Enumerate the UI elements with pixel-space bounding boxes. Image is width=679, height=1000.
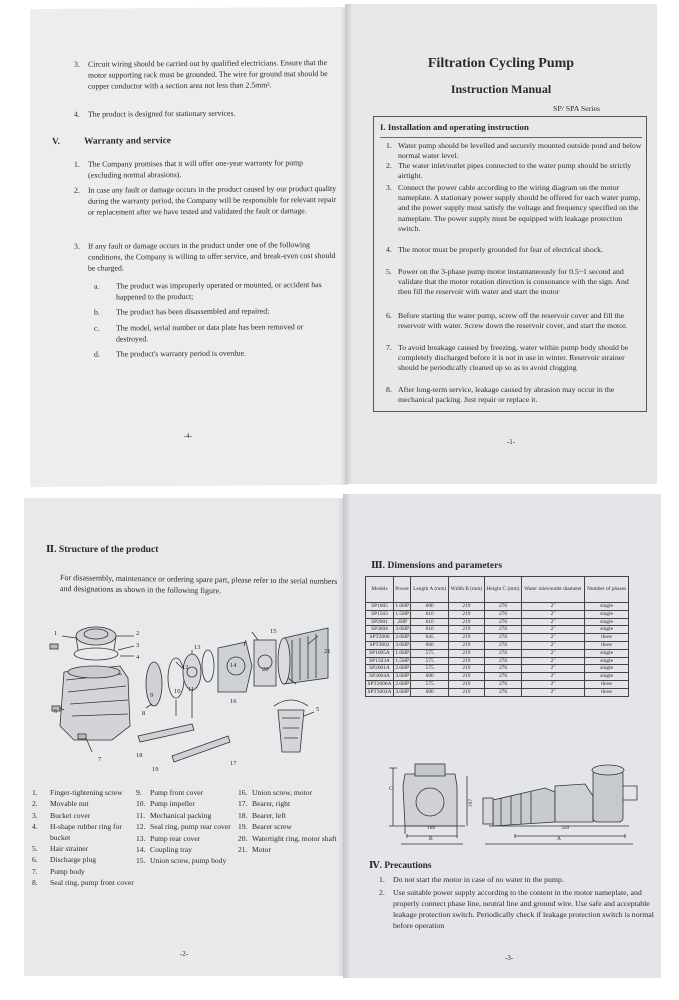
- item-number: 4.: [386, 245, 392, 254]
- table-row: [366, 649, 629, 657]
- part-item: 1. Finger-tightening screw: [32, 788, 123, 797]
- part-item: 17. Bearer, right: [238, 799, 291, 809]
- table-cell: 660: [411, 641, 449, 649]
- table-cell: 276: [484, 657, 521, 665]
- part-item: 16. Union screw, motor: [238, 788, 313, 797]
- callout-label: 21: [324, 648, 331, 655]
- table-cell: single: [585, 626, 629, 634]
- table-cell: 276: [484, 649, 521, 657]
- manual-page-2: [24, 498, 346, 976]
- list-item: [386, 267, 642, 298]
- item-number: 2.: [386, 161, 392, 170]
- dimensions-table: [365, 576, 629, 697]
- page-fold-shadow: [343, 494, 351, 978]
- part-item: 11. Mechanical packing: [136, 810, 212, 820]
- table-body: [366, 603, 629, 697]
- table-cell: 276: [484, 618, 521, 626]
- list-item: [386, 311, 642, 331]
- table-cell: 276: [484, 610, 521, 618]
- list-item: [74, 107, 338, 120]
- page-number: -1-: [506, 438, 516, 446]
- callout-label: 15: [270, 628, 277, 635]
- parts-list-column-2: [136, 788, 240, 868]
- table-cell: 219: [449, 657, 485, 665]
- table-cell: 610: [411, 618, 449, 626]
- item-number: 3.: [74, 59, 80, 69]
- list-item: [74, 57, 338, 92]
- table-cell: 276: [484, 641, 521, 649]
- item-letter: b.: [94, 307, 100, 317]
- table-cell: 276: [484, 665, 521, 673]
- item-text: Water pump should be levelled and securely mounted outside pond and below normal water level.: [398, 141, 642, 161]
- page-number: -2-: [179, 950, 189, 958]
- table-cell: 276: [484, 626, 521, 634]
- table-row: [366, 673, 629, 681]
- table-cell: 575: [411, 680, 449, 688]
- table-cell: 219: [449, 626, 485, 634]
- list-item: [386, 141, 642, 161]
- table-cell: single: [585, 618, 629, 626]
- table-cell: SP3004: [366, 626, 394, 634]
- table-cell: 2.0HP: [395, 634, 409, 641]
- section-number: V.: [52, 136, 60, 147]
- table-cell: 276: [484, 634, 521, 642]
- item-text: Circuit wiring should be carried out by qualified electricians. Ensure that the motor supporting rack must be grounded. The wire for ground mat should be copper conductor with a section area not less than 2.5mm².: [88, 58, 328, 91]
- table-cell: 2": [522, 626, 585, 634]
- item-text: The Company promises that it will offer one-year warranty for pump (excluding normal abrasions).: [88, 158, 304, 180]
- item-text: Before starting the water pump, screw off the reservoir cover and fill the reservoir with water. Screw down the reservoir cover, and start the motor.: [398, 311, 628, 331]
- parts-list-column-3: [238, 788, 338, 856]
- list-item: [386, 245, 642, 255]
- table-row: [366, 680, 629, 688]
- list-item: [386, 161, 642, 181]
- section-title: Ⅱ. Structure of the product: [46, 544, 159, 555]
- table-cell: 3.0HP: [395, 673, 409, 680]
- table-cell: 2": [522, 610, 585, 618]
- item-text: The model, serial number or data plate has been removed or destroyed.: [116, 322, 304, 344]
- table-cell: 276: [484, 603, 521, 611]
- item-number: 1.: [379, 875, 385, 884]
- table-cell: 3.0HP: [395, 688, 409, 695]
- page-number: -3-: [504, 954, 514, 962]
- list-item: [74, 239, 338, 274]
- table-cell: SP1503A: [366, 657, 394, 665]
- callout-label: 14: [230, 662, 237, 669]
- condition-item: [94, 305, 336, 318]
- item-text: The product's warranty period is overdue.: [116, 348, 247, 359]
- table-cell: 219: [449, 610, 485, 618]
- item-text: Power on the 3-phase pump motor instantaneously for 0.5~1 second and validate that the motor rotation direction is consonance with the sign. And then fill the reservoir with water and start the motor: [398, 267, 629, 297]
- item-letter: d.: [94, 349, 100, 359]
- table-cell: 219: [449, 603, 485, 611]
- table-row: [366, 618, 629, 626]
- table-cell: 219: [449, 665, 485, 673]
- condition-item: [94, 279, 336, 303]
- table-row: [366, 688, 629, 696]
- table-cell: SP2001A: [366, 665, 394, 673]
- callout-label: 2: [136, 630, 140, 637]
- part-item: 3. Bucket cover: [32, 810, 91, 820]
- table-cell: 219: [449, 641, 485, 649]
- item-text: Connect the power cable according to the wiring diagram on the motor nameplate. A stationary power supply should be offered for each water pump, and the power supply must satisfy the voltage and frequency specified on the nameplate. The power supply must be equipped with leakage protection switch.: [398, 183, 641, 233]
- table-cell: 2.0HP: [395, 665, 409, 672]
- table-cell: three: [585, 680, 629, 688]
- manual-page-1: [345, 4, 657, 484]
- table-cell: SP1503: [366, 610, 394, 618]
- item-text: Do not start the motor in case of no water in the pump.: [393, 875, 564, 884]
- divider: [380, 137, 642, 138]
- installation-box: [373, 116, 647, 412]
- table-cell: 276: [484, 680, 521, 688]
- table-cell: 2": [522, 665, 585, 673]
- table-cell: 2": [522, 649, 585, 657]
- table-cell: single: [585, 603, 629, 611]
- table-cell: 2": [522, 641, 585, 649]
- table-cell: 610: [411, 610, 449, 618]
- table-cell: three: [585, 634, 629, 642]
- callout-label: 8: [142, 710, 146, 717]
- callout-label: 17: [230, 760, 237, 767]
- item-letter: a.: [94, 281, 100, 291]
- callout-label: 1: [54, 630, 58, 637]
- part-item: 21. Motor: [238, 845, 271, 855]
- parts-list-column-1: [32, 788, 136, 890]
- part-item: 18. Bearer, left: [238, 810, 286, 820]
- table-cell: 1.0HP: [395, 603, 409, 609]
- table-cell: 2": [522, 673, 585, 681]
- table-cell: SPT2006: [366, 634, 394, 642]
- table-cell: 219: [449, 618, 485, 626]
- item-number: 3.: [386, 183, 392, 192]
- column-header: Power: [393, 577, 410, 603]
- part-item: 8. Seal ring, pump front cover: [32, 878, 134, 888]
- table-row: [366, 603, 629, 611]
- table-cell: SP1005: [366, 603, 394, 611]
- table-cell: single: [585, 610, 629, 618]
- table-cell: 2": [522, 657, 585, 665]
- part-item: 14. Coupling tray: [136, 845, 192, 855]
- table-cell: 2": [522, 618, 585, 626]
- list-item: [74, 183, 338, 218]
- part-item: 15. Union screw, pump body: [136, 856, 227, 866]
- table-cell: 575: [411, 657, 449, 665]
- dimension-label: 180: [427, 825, 436, 831]
- callout-label: 16: [230, 698, 237, 705]
- table-cell: single: [585, 665, 629, 673]
- list-item: [74, 157, 338, 181]
- table-cell: 219: [449, 680, 485, 688]
- section-title: Ⅳ. Precautions: [369, 861, 432, 871]
- item-letter: c.: [94, 323, 100, 333]
- table-cell: 2": [522, 603, 585, 611]
- item-number: 7.: [386, 343, 392, 352]
- section-title: Ⅲ. Dimensions and parameters: [371, 560, 503, 571]
- structure-intro: For disassembly, maintenance or ordering spare part, please refer to the serial numbers and designations as shown in the following figure.: [59, 573, 338, 596]
- part-item: 7. Pump body: [32, 866, 85, 876]
- column-header: Width B (mm): [449, 577, 485, 603]
- table-row: [366, 626, 629, 634]
- table-cell: 600: [411, 603, 449, 611]
- table-header-row: [366, 577, 629, 603]
- column-header: Models: [366, 577, 394, 603]
- item-text: The water inlet/outlet pipes connected to the water pump should be strictly airtight.: [398, 161, 632, 181]
- table-cell: three: [585, 641, 629, 649]
- table-cell: single: [585, 649, 629, 657]
- table-cell: 219: [449, 649, 485, 657]
- page-number: -4-: [183, 431, 193, 441]
- condition-item: [94, 321, 336, 345]
- pump-dimension-drawing: [385, 756, 647, 852]
- manual-subtitle: Instruction Manual: [450, 82, 552, 96]
- item-number: 1.: [74, 159, 80, 169]
- callout-label: 12: [182, 664, 189, 671]
- condition-item: [94, 347, 336, 360]
- item-number: 5.: [386, 267, 392, 276]
- column-header: Number of phases: [585, 577, 629, 603]
- dimension-label: B: [429, 836, 433, 842]
- part-item: 20. Watertight ring, motor shaft: [238, 833, 337, 843]
- table-cell: 600: [411, 688, 449, 696]
- item-text: The product has been disassembled and repaired;: [116, 306, 270, 317]
- table-cell: 2HP: [393, 618, 410, 626]
- table-row: [366, 641, 629, 649]
- manual-page-3: [343, 494, 661, 978]
- table-cell: 219: [449, 688, 485, 696]
- item-number: 8.: [386, 385, 392, 394]
- table-cell: 1.5HP: [395, 610, 409, 617]
- item-text: After long-term service, leakage caused by abrasion may occur in the mechanical packing. Just repair or replace it.: [398, 385, 615, 405]
- table-cell: SPT2006A: [366, 680, 394, 688]
- item-number: 2.: [379, 888, 385, 897]
- part-item: 2. Movable nut: [32, 799, 89, 809]
- item-number: 3.: [74, 241, 80, 251]
- item-text: In case any fault or damage occurs in the product caused by our product quality during the warranty period, the Company will be responsible for relevant repair or replacement after we have tested and validated the fault or damage.: [88, 183, 337, 217]
- table-cell: 2": [522, 688, 585, 696]
- table-cell: 276: [484, 673, 521, 681]
- table-cell: 2": [522, 634, 585, 642]
- dimension-label: A: [557, 836, 561, 842]
- callout-label: 18: [136, 752, 143, 759]
- part-item: 13. Pump rear cover: [136, 833, 201, 843]
- table-cell: single: [585, 657, 629, 665]
- table-cell: single: [585, 673, 629, 681]
- table-cell: 219: [449, 634, 485, 642]
- item-text: The product is designed for stationary services.: [88, 108, 236, 119]
- table-row: [366, 665, 629, 673]
- table-cell: 575: [411, 665, 449, 673]
- column-header: Height C (mm): [484, 577, 521, 603]
- part-item: 10. Pump impeller: [136, 799, 195, 809]
- item-text: The motor must be properly grounded for fear of electrical shock.: [398, 245, 604, 254]
- dimension-label: 197: [468, 798, 475, 808]
- callout-label: 10: [174, 688, 181, 695]
- table-cell: 219: [449, 673, 485, 681]
- part-item: 19. Bearer screw: [238, 822, 292, 832]
- callout-label: 7: [98, 756, 102, 763]
- table-row: [366, 610, 629, 618]
- table-cell: 276: [484, 688, 521, 696]
- item-number: 1.: [386, 141, 392, 150]
- table-cell: 2.0HP: [395, 680, 409, 687]
- table-cell: three: [585, 688, 629, 696]
- table-cell: 610: [411, 626, 449, 634]
- item-number: 6.: [386, 311, 392, 320]
- list-item: [386, 385, 642, 405]
- callout-label: 3: [136, 642, 140, 649]
- table-cell: 1.5HP: [395, 657, 409, 664]
- part-item: 9. Pump front cover: [136, 788, 204, 797]
- column-header: Water inlet/outlet diameter: [522, 577, 585, 603]
- table-cell: SP2001: [366, 618, 394, 626]
- item-text: The product was improperly operated or mounted, or accident has happened to the product;: [116, 280, 322, 302]
- callout-label: 11: [188, 686, 195, 693]
- part-item: 12. Seal ring, pump rear cover: [136, 822, 231, 832]
- callout-label: 20: [262, 666, 269, 673]
- list-item: [379, 887, 655, 931]
- list-item: [386, 183, 642, 234]
- part-item: 5. Hair strainer: [32, 844, 89, 854]
- table-row: [366, 634, 629, 642]
- table-cell: 3.0HP: [395, 641, 409, 648]
- callout-label: 19: [152, 766, 159, 773]
- column-header: Length A (mm): [411, 577, 449, 603]
- table-cell: SPT3002A: [366, 688, 394, 696]
- part-item: 4. H-shape rubber ring for bucket: [32, 822, 122, 842]
- table-cell: 575: [411, 649, 449, 657]
- table-cell: 645: [411, 634, 449, 642]
- item-number: 4.: [74, 109, 80, 119]
- callout-label: 5: [316, 706, 320, 713]
- list-item: [386, 343, 642, 374]
- section-title: Warranty and service: [84, 136, 171, 147]
- item-text: Use suitable power supply according to the content in the motor nameplate, and properly connect phase line, neutral line and ground wire. Use safe and acceptable leakage protection switch. Periodically check if leakage protection switch is normal before operation: [393, 888, 654, 930]
- dimension-label: 320: [561, 825, 570, 831]
- manual-title: Filtration Cycling Pump: [427, 56, 575, 71]
- page-fold-shadow: [345, 4, 353, 484]
- series-label: SP/ SPA Series: [553, 104, 600, 113]
- section-title: I. Installation and operating instruction: [380, 122, 529, 132]
- table-cell: 3.0HP: [395, 626, 409, 633]
- callout-label: 6: [54, 708, 58, 715]
- item-text: If any fault or damage occurs in the product under one of the following conditions, the Company is willing to offer service, and break-even cost should be charged.: [88, 240, 336, 273]
- table-cell: SPT3002: [366, 641, 394, 649]
- table-cell: SP3004A: [366, 673, 394, 681]
- item-number: 2.: [74, 185, 80, 195]
- table-cell: SP1005A: [366, 649, 394, 657]
- callout-label: 9: [150, 692, 154, 699]
- manual-page-4: [30, 7, 348, 487]
- callout-label: 4: [136, 654, 140, 661]
- table-row: [366, 657, 629, 665]
- list-item: [379, 874, 655, 885]
- item-text: To avoid breakage caused by freezing, water within pump body should be completely discharged before it is not in use in winter. Reservoir strainer should be periodically cleaned up so as to avoid clogging: [398, 343, 629, 373]
- table-cell: 2": [522, 680, 585, 688]
- callout-label: 13: [194, 644, 201, 651]
- table-cell: 1.0HP: [395, 649, 409, 656]
- dimension-label: C: [389, 786, 393, 792]
- table-cell: 600: [411, 673, 449, 681]
- part-item: 6. Discharge plug: [32, 855, 97, 865]
